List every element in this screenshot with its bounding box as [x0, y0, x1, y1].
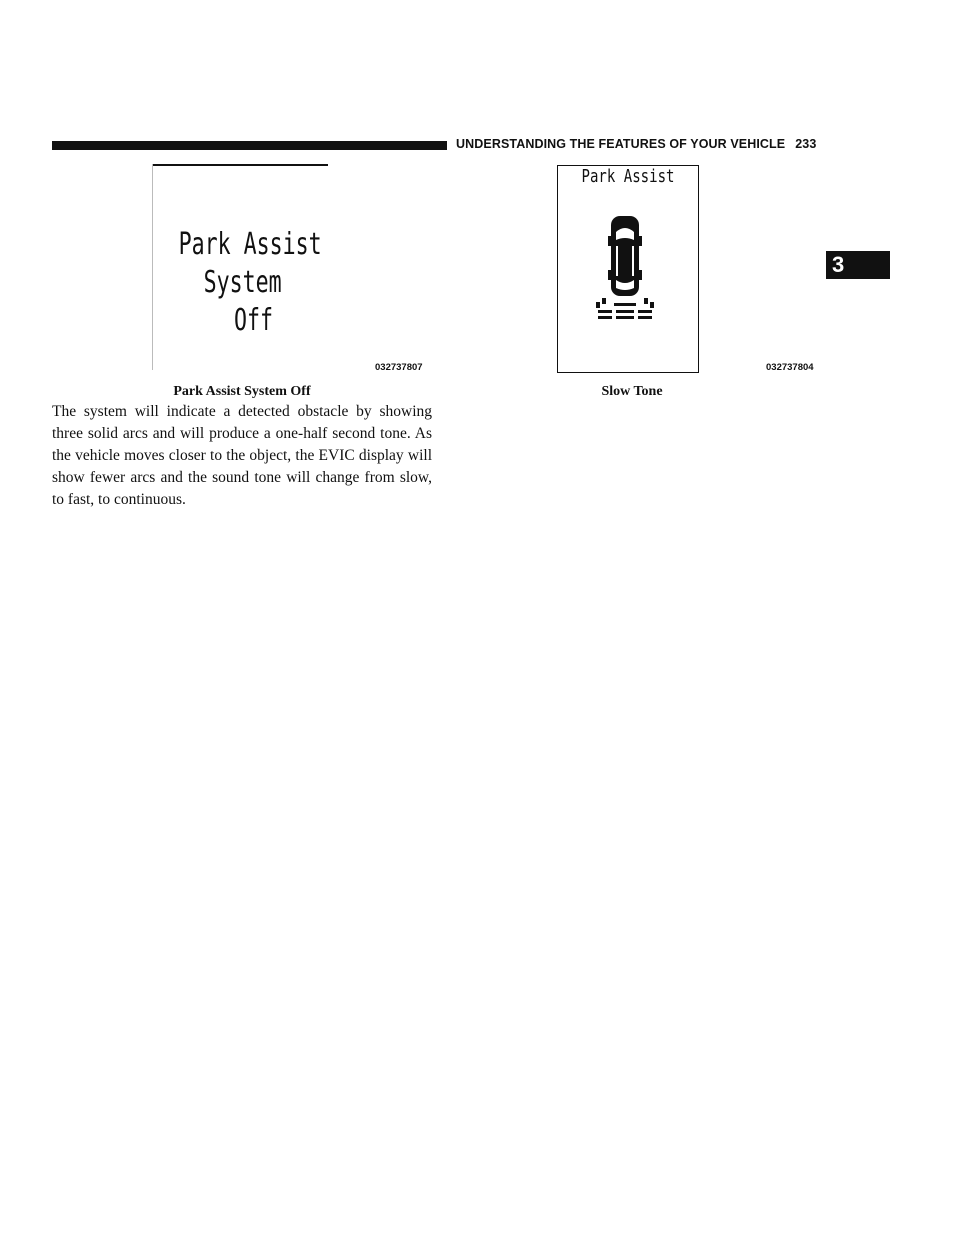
page-number: 233 [795, 137, 817, 151]
display-line-2: System [203, 265, 282, 300]
chapter-tab: 3 [826, 251, 890, 279]
display-left-border [152, 164, 153, 370]
park-assist-off-display [152, 164, 330, 372]
slow-tone-display [557, 165, 699, 373]
car-with-rear-arcs-icon [558, 212, 698, 332]
figure-caption-1: Park Assist System Off [173, 384, 311, 399]
body-paragraph: The system will indicate a detected obstacle by showing three solid arcs and will produce a one-half second tone. As the vehicle moves closer to the object, the EVIC display will show fewer arcs and the sound tone will change from slow, to fast, to continuous. [52, 403, 432, 508]
figure-code-1: 032737807 [375, 362, 423, 373]
display-top-border [152, 164, 328, 166]
header-bar [52, 141, 447, 150]
section-title: UNDERSTANDING THE FEATURES OF YOUR VEHICLE [456, 137, 786, 151]
display-line-1: Park Assist [178, 227, 322, 262]
display-title: Park Assist [581, 166, 675, 187]
figure-caption-2: Slow Tone [601, 384, 663, 399]
display-message [178, 226, 322, 340]
display-line-3: Off [233, 303, 273, 338]
running-header [456, 137, 816, 151]
figure-code-2: 032737804 [766, 362, 814, 373]
